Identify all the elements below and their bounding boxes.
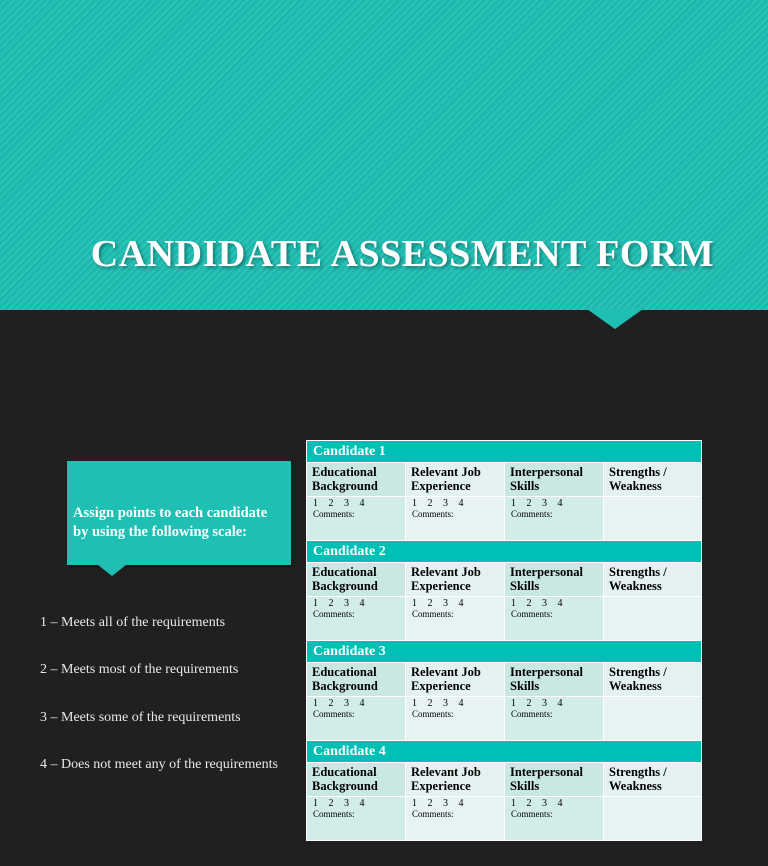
candidate-header-row [307, 541, 702, 563]
rating-cell[interactable] [604, 797, 702, 841]
scale-item-4: 4 – Does not meet any of the requirements [40, 757, 278, 772]
criteria-header: Relevant Job Experience [406, 663, 505, 697]
comments-label: Comments: [412, 609, 454, 619]
criteria-header-row [307, 763, 702, 797]
rating-scale-numbers: 1 2 3 4 [412, 698, 468, 709]
rating-cell[interactable] [307, 597, 406, 641]
rating-row [307, 797, 702, 841]
rating-scale-numbers: 1 2 3 4 [412, 598, 468, 609]
rating-cell[interactable] [505, 597, 604, 641]
comments-label: Comments: [412, 709, 454, 719]
criteria-header: Interpersonal Skills [505, 563, 604, 597]
criteria-header: Relevant Job Experience [406, 563, 505, 597]
criteria-header: Educational Background [307, 663, 406, 697]
criteria-header: Interpersonal Skills [505, 663, 604, 697]
rating-scale-numbers: 1 2 3 4 [412, 798, 468, 809]
comments-label: Comments: [511, 509, 553, 519]
candidate-label: Candidate 3 [307, 641, 702, 663]
comments-label: Comments: [313, 509, 355, 519]
rating-cell[interactable] [505, 697, 604, 741]
rating-scale-numbers: 1 2 3 4 [511, 798, 567, 809]
candidate-header-row [307, 441, 702, 463]
rating-scale-numbers: 1 2 3 4 [313, 798, 369, 809]
criteria-header: Interpersonal Skills [505, 463, 604, 497]
candidate-label: Candidate 4 [307, 741, 702, 763]
rating-cell[interactable] [406, 497, 505, 541]
instruction-callout [67, 461, 291, 565]
rating-scale-numbers: 1 2 3 4 [511, 598, 567, 609]
rating-cell[interactable] [406, 797, 505, 841]
comments-label: Comments: [412, 809, 454, 819]
rating-scale-numbers: 1 2 3 4 [511, 498, 567, 509]
scale-item-2: 2 – Meets most of the requirements [40, 662, 239, 677]
comments-label: Comments: [313, 609, 355, 619]
rating-scale-numbers: 1 2 3 4 [511, 698, 567, 709]
comments-label: Comments: [313, 809, 355, 819]
rating-cell[interactable] [505, 497, 604, 541]
rating-cell[interactable] [505, 797, 604, 841]
rating-row [307, 597, 702, 641]
rating-cell[interactable] [604, 597, 702, 641]
rating-cell[interactable] [307, 497, 406, 541]
comments-label: Comments: [511, 709, 553, 719]
comments-label: Comments: [313, 709, 355, 719]
candidate-header-row [307, 741, 702, 763]
instruction-text: Assign points to each candidate by using the following scale: [73, 505, 268, 540]
scale-item-1: 1 – Meets all of the requirements [40, 615, 226, 630]
criteria-header: Interpersonal Skills [505, 763, 604, 797]
rating-scale-numbers: 1 2 3 4 [313, 598, 369, 609]
criteria-header: Relevant Job Experience [406, 463, 505, 497]
criteria-header: Educational Background [307, 763, 406, 797]
criteria-header: Relevant Job Experience [406, 763, 505, 797]
criteria-header: Strengths / Weakness [604, 463, 702, 497]
rating-cell[interactable] [307, 697, 406, 741]
rating-row [307, 697, 702, 741]
assessment-table [306, 440, 702, 841]
criteria-header: Strengths / Weakness [604, 763, 702, 797]
comments-label: Comments: [511, 809, 553, 819]
candidate-header-row [307, 641, 702, 663]
rating-scale-numbers: 1 2 3 4 [313, 698, 369, 709]
rating-row [307, 497, 702, 541]
candidate-label: Candidate 2 [307, 541, 702, 563]
criteria-header-row [307, 463, 702, 497]
comments-label: Comments: [412, 509, 454, 519]
callout-notch [98, 565, 126, 576]
rating-cell[interactable] [307, 797, 406, 841]
rating-cell[interactable] [406, 597, 505, 641]
criteria-header-row [307, 663, 702, 697]
rating-scale-numbers: 1 2 3 4 [313, 498, 369, 509]
criteria-header-row [307, 563, 702, 597]
criteria-header: Educational Background [307, 463, 406, 497]
criteria-header: Strengths / Weakness [604, 663, 702, 697]
scale-item-3: 3 – Meets some of the requirements [40, 710, 241, 725]
comments-label: Comments: [511, 609, 553, 619]
criteria-header: Educational Background [307, 563, 406, 597]
page-title: CANDIDATE ASSESSMENT FORM [90, 233, 715, 275]
rating-scale-numbers: 1 2 3 4 [412, 498, 468, 509]
criteria-header: Strengths / Weakness [604, 563, 702, 597]
rating-cell[interactable] [406, 697, 505, 741]
rating-cell[interactable] [604, 697, 702, 741]
candidate-label: Candidate 1 [307, 441, 702, 463]
rating-cell[interactable] [604, 497, 702, 541]
banner-notch [587, 309, 643, 329]
